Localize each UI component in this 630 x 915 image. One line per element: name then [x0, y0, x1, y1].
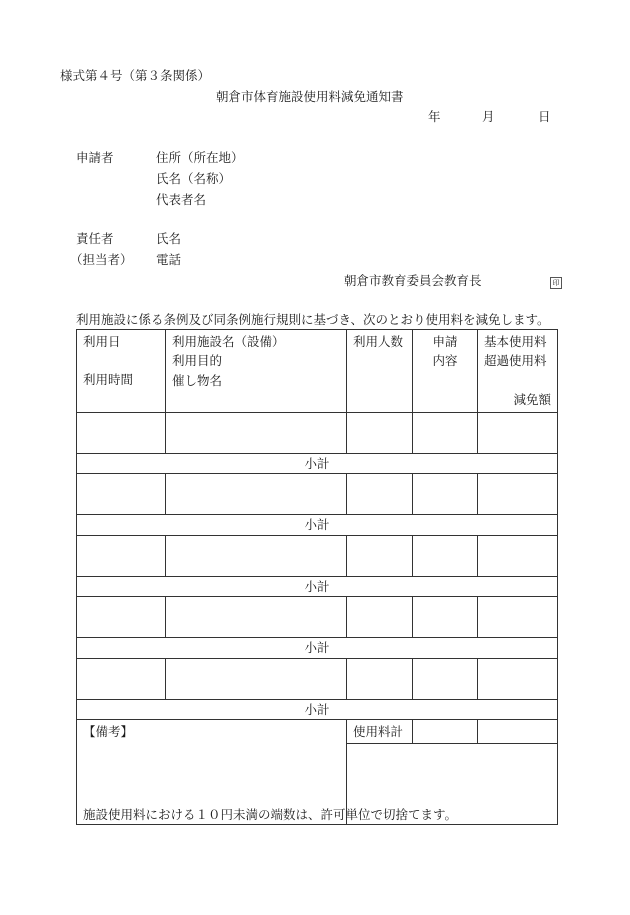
- subtotal-row: 小計: [77, 638, 558, 658]
- date-day: 日: [538, 109, 551, 124]
- document-title: 朝倉市体育施設使用料減免通知書: [216, 89, 404, 104]
- header-fees: 基本使用料 超過使用料 減免額: [478, 330, 558, 413]
- responsible-label: 責任者: [76, 231, 114, 246]
- header-facility: 利用施設名（設備） 利用目的 催し物名: [166, 330, 347, 413]
- seal-mark: 印: [550, 275, 562, 289]
- table-row: [77, 474, 558, 515]
- responsible-phone-label: 電話: [156, 252, 182, 267]
- applicant-name-label: 氏名（名称）: [156, 171, 232, 186]
- intro-text: 利用施設に係る条例及び同条例施行規則に基づき、次のとおり使用料を減免します。: [76, 312, 550, 327]
- date-month: 月: [482, 109, 495, 124]
- subtotal-row: 小計: [77, 515, 558, 535]
- responsible-name-label: 氏名: [156, 231, 182, 246]
- remarks-label: 【備考】: [83, 723, 134, 739]
- table-row: [77, 413, 558, 454]
- responsible-sub-label: （担当者）: [70, 252, 133, 267]
- header-people: 利用人数: [347, 330, 413, 413]
- table-row: [77, 597, 558, 638]
- subtotal-row: 小計: [77, 699, 558, 719]
- table-row: [77, 535, 558, 576]
- issuer-name: 朝倉市教育委員会教育長: [344, 273, 482, 288]
- fee-total-value: [413, 719, 478, 743]
- applicant-address-label: 住所（所在地）: [156, 150, 244, 165]
- applicant-label: 申請者: [76, 150, 114, 165]
- rounding-note: 施設使用料における１０円未満の端数は、許可単位で切捨てます。: [83, 806, 458, 822]
- fee-total-row: [77, 719, 558, 743]
- table-header-row: [77, 330, 558, 413]
- header-date-time: 利用日 利用時間: [77, 330, 166, 413]
- fee-table: [76, 329, 558, 825]
- subtotal-row: 小計: [77, 454, 558, 474]
- table-row: [77, 658, 558, 699]
- subtotal-row: 小計: [77, 576, 558, 596]
- applicant-representative-label: 代表者名: [156, 192, 207, 207]
- form-number: 様式第４号（第３条関係）: [60, 68, 211, 83]
- date-year: 年: [428, 109, 441, 124]
- fee-total-label: 使用料計: [347, 719, 413, 743]
- header-application: 申請 内容: [413, 330, 478, 413]
- fee-total-reduction: [478, 719, 558, 743]
